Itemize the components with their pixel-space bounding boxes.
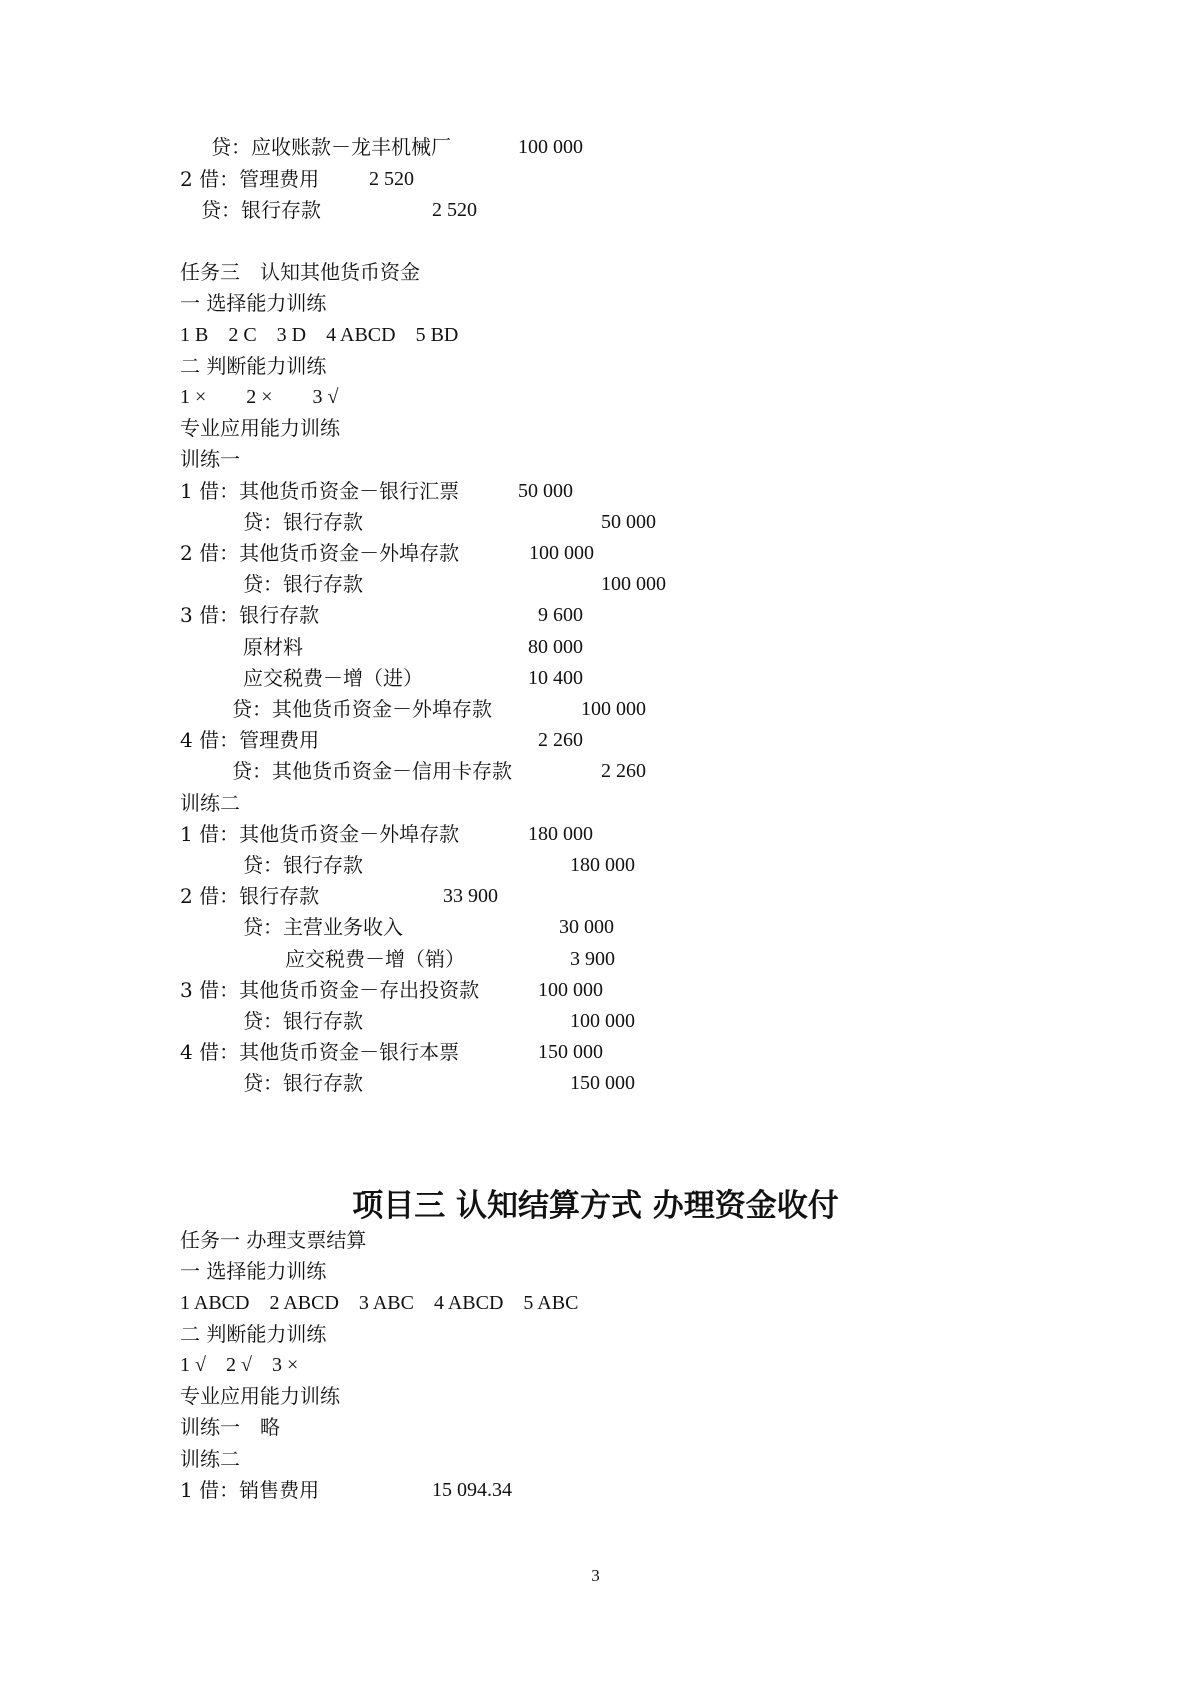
text-line xyxy=(0,852,1191,878)
entry-text: 贷：银行存款 xyxy=(201,198,321,222)
text-line xyxy=(0,415,1191,441)
entry-text: 应交税费－增（销） xyxy=(285,947,465,971)
entry-text: 贷：主营业务收入 xyxy=(243,915,403,939)
text-line xyxy=(0,353,1191,379)
text-line xyxy=(0,571,1191,597)
amount-text: 33 900 xyxy=(443,885,498,907)
entry-text: 贷：银行存款 xyxy=(243,853,363,877)
text-line xyxy=(0,883,1191,909)
amount-text: 50 000 xyxy=(601,511,656,533)
text-line xyxy=(0,1414,1191,1440)
text-line xyxy=(0,977,1191,1003)
entry-text: 2 借：银行存款 xyxy=(180,884,320,908)
entry-text: 贷：银行存款 xyxy=(243,572,363,596)
amount-text: 9 600 xyxy=(538,604,583,626)
entry-text: 任务三 认知其他货币资金 xyxy=(180,260,420,284)
entry-text: 二 判断能力训练 xyxy=(180,1322,327,1346)
amount-text: 100 000 xyxy=(529,542,594,564)
amount-text: 150 000 xyxy=(570,1072,635,1094)
amount-text: 180 000 xyxy=(570,854,635,876)
entry-text: 贷：其他货币资金－信用卡存款 xyxy=(232,759,512,783)
amount-text: 10 400 xyxy=(528,667,583,689)
amount-text: 3 900 xyxy=(570,948,615,970)
entry-text: 任务一 办理支票结算 xyxy=(180,1228,367,1252)
text-line xyxy=(0,446,1191,472)
text-line xyxy=(0,790,1191,816)
text-line xyxy=(0,384,1191,410)
entry-text: 训练二 xyxy=(180,1447,240,1471)
amount-text: 100 000 xyxy=(518,136,583,158)
text-line xyxy=(0,478,1191,504)
entry-text: 贷：银行存款 xyxy=(243,1009,363,1033)
text-line xyxy=(0,1290,1191,1316)
text-line xyxy=(0,946,1191,972)
amount-text: 15 094.34 xyxy=(432,1479,512,1501)
amount-text: 100 000 xyxy=(601,573,666,595)
amount-text: 100 000 xyxy=(570,1010,635,1032)
amount-text: 30 000 xyxy=(559,916,614,938)
text-line xyxy=(0,1352,1191,1378)
amount-text: 180 000 xyxy=(528,823,593,845)
text-line xyxy=(0,166,1191,192)
amount-text: 2 260 xyxy=(601,760,646,782)
amount-text: 1 × 2 × 3 √ xyxy=(180,386,339,408)
entry-text: 贷：银行存款 xyxy=(243,1071,363,1095)
text-line xyxy=(0,1039,1191,1065)
entry-text: 专业应用能力训练 xyxy=(180,1384,340,1408)
text-line xyxy=(0,134,1191,160)
entry-text: 2 借：管理费用 xyxy=(180,167,320,191)
section-heading: 项目三 认知结算方式 办理资金收付 xyxy=(352,1188,839,1224)
entry-text: 2 借：其他货币资金－外埠存款 xyxy=(180,541,460,565)
text-line xyxy=(0,322,1191,348)
amount-text: 1 B 2 C 3 D 4 ABCD 5 BD xyxy=(180,324,459,346)
entry-text: 训练一 略 xyxy=(180,1415,280,1439)
text-line xyxy=(0,758,1191,784)
text-line xyxy=(0,197,1191,223)
page-number: 3 xyxy=(591,1566,600,1585)
amount-text: 100 000 xyxy=(581,698,646,720)
text-line xyxy=(0,290,1191,316)
entry-text: 1 借：销售费用 xyxy=(180,1478,320,1502)
entry-text: 原材料 xyxy=(243,635,303,659)
amount-text: 1 ABCD 2 ABCD 3 ABC 4 ABCD 5 ABC xyxy=(180,1292,579,1314)
text-line xyxy=(0,696,1191,722)
entry-text: 训练一 xyxy=(180,447,240,471)
text-line xyxy=(0,1477,1191,1503)
amount-text: 80 000 xyxy=(528,636,583,658)
entry-text: 3 借：银行存款 xyxy=(180,603,320,627)
text-line xyxy=(0,821,1191,847)
entry-text: 应交税费－增（进） xyxy=(243,666,423,690)
text-line xyxy=(0,540,1191,566)
entry-text: 1 借：其他货币资金－外埠存款 xyxy=(180,822,460,846)
entry-text: 一 选择能力训练 xyxy=(180,291,327,315)
entry-text: 一 选择能力训练 xyxy=(180,1259,327,1283)
text-line xyxy=(0,1383,1191,1409)
text-line xyxy=(0,1070,1191,1096)
text-line xyxy=(0,727,1191,753)
entry-text: 4 借：其他货币资金－银行本票 xyxy=(180,1040,460,1064)
amount-text: 100 000 xyxy=(538,979,603,1001)
text-line xyxy=(0,634,1191,660)
text-line xyxy=(0,1227,1191,1253)
entry-text: 二 判断能力训练 xyxy=(180,354,327,378)
text-line xyxy=(0,259,1191,285)
entry-text: 训练二 xyxy=(180,791,240,815)
entry-text: 专业应用能力训练 xyxy=(180,416,340,440)
amount-text: 1 √ 2 √ 3 × xyxy=(180,1354,299,1376)
text-line xyxy=(0,914,1191,940)
text-line xyxy=(0,1008,1191,1034)
amount-text: 2 260 xyxy=(538,729,583,751)
entry-text: 贷：银行存款 xyxy=(243,510,363,534)
entry-text: 4 借：管理费用 xyxy=(180,728,320,752)
text-line xyxy=(0,665,1191,691)
text-line xyxy=(0,602,1191,628)
text-line xyxy=(0,509,1191,535)
entry-text: 3 借：其他货币资金－存出投资款 xyxy=(180,978,480,1002)
amount-text: 2 520 xyxy=(432,199,477,221)
entry-text: 贷：其他货币资金－外埠存款 xyxy=(232,697,492,721)
amount-text: 150 000 xyxy=(538,1041,603,1063)
text-line xyxy=(0,1446,1191,1472)
amount-text: 2 520 xyxy=(369,168,414,190)
text-line xyxy=(0,1321,1191,1347)
entry-text: 1 借：其他货币资金－银行汇票 xyxy=(180,479,460,503)
amount-text: 50 000 xyxy=(518,480,573,502)
text-line xyxy=(0,1258,1191,1284)
entry-text: 贷：应收账款－龙丰机械厂 xyxy=(211,135,451,159)
